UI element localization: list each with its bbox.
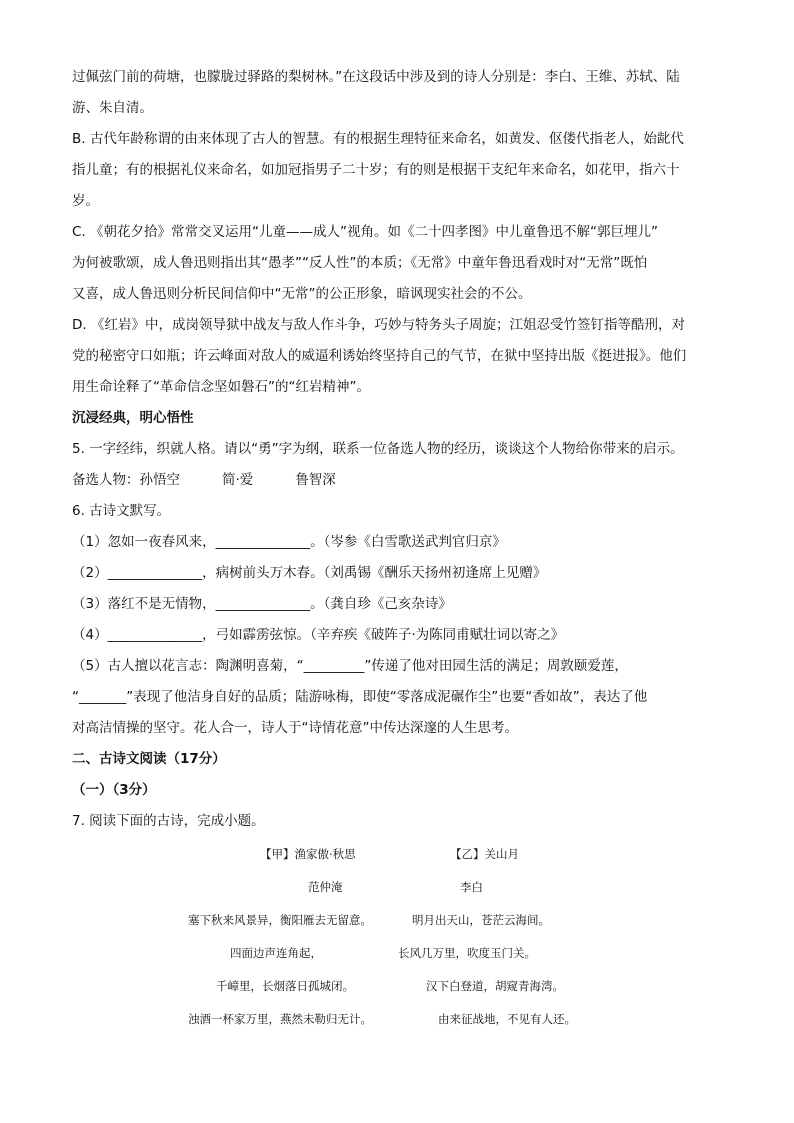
poem-author-a: 范仲淹 [308,880,343,894]
text-line: 对高洁情操的坚守。花人合一，诗人于“诗情花意”中传达深邃的人生思考。 [72,720,518,736]
poem-line: 塞下秋来风景异，衡阳雁去无留意。 [188,913,372,927]
poem-title-b: 【乙】关山月 [450,847,519,861]
subsection-heading: （一）（3分） [72,782,156,798]
question-6: 6. 古诗文默写。 [72,503,171,519]
option-d: D. 《红岩》中，成岗领导狱中战友与敌人作斗争，巧妙与特务头子周旋；江姐忍受竹签钉指等酷刑，对 [72,317,685,333]
text-line: 岁。 [72,193,99,209]
poem-line: 长风几万里，吹度玉门关。 [398,946,536,960]
question-6-3: （3）落红不是无情物，______________。（龚自珍《己亥杂诗》 [72,596,452,612]
poem-line: 千嶂里，长烟落日孤城闭。 [216,979,354,993]
text-line: 又喜，成人鲁迅则分析民间信仰中“无常”的公正形象，暗讽现实社会的不公。 [72,286,532,302]
document-body [72,62,722,837]
text-line: 过佩弦门前的荷塘，也朦胧过驿路的梨树林。”在这段话中涉及到的诗人分别是：李白、王维、苏轼、陆 [72,69,680,85]
option-c: C. 《朝花夕拾》常常交叉运用“儿童——成人”视角。如《二十四孝图》中儿童鲁迅不解“郭巨埋儿” [72,224,658,240]
candidate-line [72,465,722,496]
poem-line: 明月出天山，苍茫云海间。 [412,913,550,927]
question-5: 5. 一字经纬，织就人格。请以“勇”字为纲，联系一位备选人物的经历，谈谈这个人物给你带来的启示。 [72,441,684,457]
poem-author-b: 李白 [460,880,483,894]
question-6-1: （1）忽如一夜春风来，______________。（岑参《白雪歌送武判官归京》 [72,534,506,550]
text-line: 游、朱自清。 [72,100,153,116]
candidate-label: 备选人物：孙悟空 [72,472,180,488]
question-7: 7. 阅读下面的古诗，完成小题。 [72,813,265,829]
question-6-2: （2）______________，病树前头万木春。（刘禹锡《酬乐天扬州初逢席上见赠》 [72,565,547,581]
poem-line: 汉下白登道，胡窥青海湾。 [426,979,564,993]
question-6-4: （4）______________，弓如霹雳弦惊。（辛弃疾《破阵子·为陈同甫赋壮词以寄之》 [72,627,565,643]
section-heading: 二、古诗文阅读（17分） [72,751,226,767]
candidate-2: 简·爱 [222,472,254,488]
text-line: 党的秘密守口如瓶；许云峰面对敌人的威逼利诱始终坚持自己的气节，在狱中坚持出版《挺进报》。他们 [72,348,687,364]
candidate-3: 鲁智深 [295,472,336,488]
text-line: “_______”表现了他洁身自好的品质；陆游咏梅，即使“零落成泥碾作尘”也要“香如故”，表达了他 [72,689,648,705]
section-heading: 沉浸经典，明心悟性 [72,410,194,426]
text-line: 用生命诠释了“革命信念坚如磐石”的“红岩精神”。 [72,379,370,395]
poem-line: 由来征战地，不见有人还。 [438,1012,576,1026]
text-line: 为何被歌颂，成人鲁迅则指出其“愚孝”“反人性”的本质；《无常》中童年鲁迅看戏时对“无常”既怕 [72,255,648,271]
poem-line: 四面边声连角起， [230,946,322,960]
text-line: 指儿童；有的根据礼仪来命名，如加冠指男子二十岁；有的则是根据干支纪年来命名，如花甲，指六十 [72,162,680,178]
poem-title-a: 【甲】渔家傲·秋思 [260,847,356,861]
poem-line: 浊酒一杯家万里，燕然未勒归无计。 [188,1012,372,1026]
question-6-5: （5）古人擅以花言志：陶渊明喜菊，“_________”传递了他对田园生活的满足；周敦颐爱莲， [72,658,628,674]
option-b: B. 古代年龄称谓的由来体现了古人的智慧。有的根据生理特征来命名，如黄发、伛偻代指老人，始龀代 [72,131,684,147]
